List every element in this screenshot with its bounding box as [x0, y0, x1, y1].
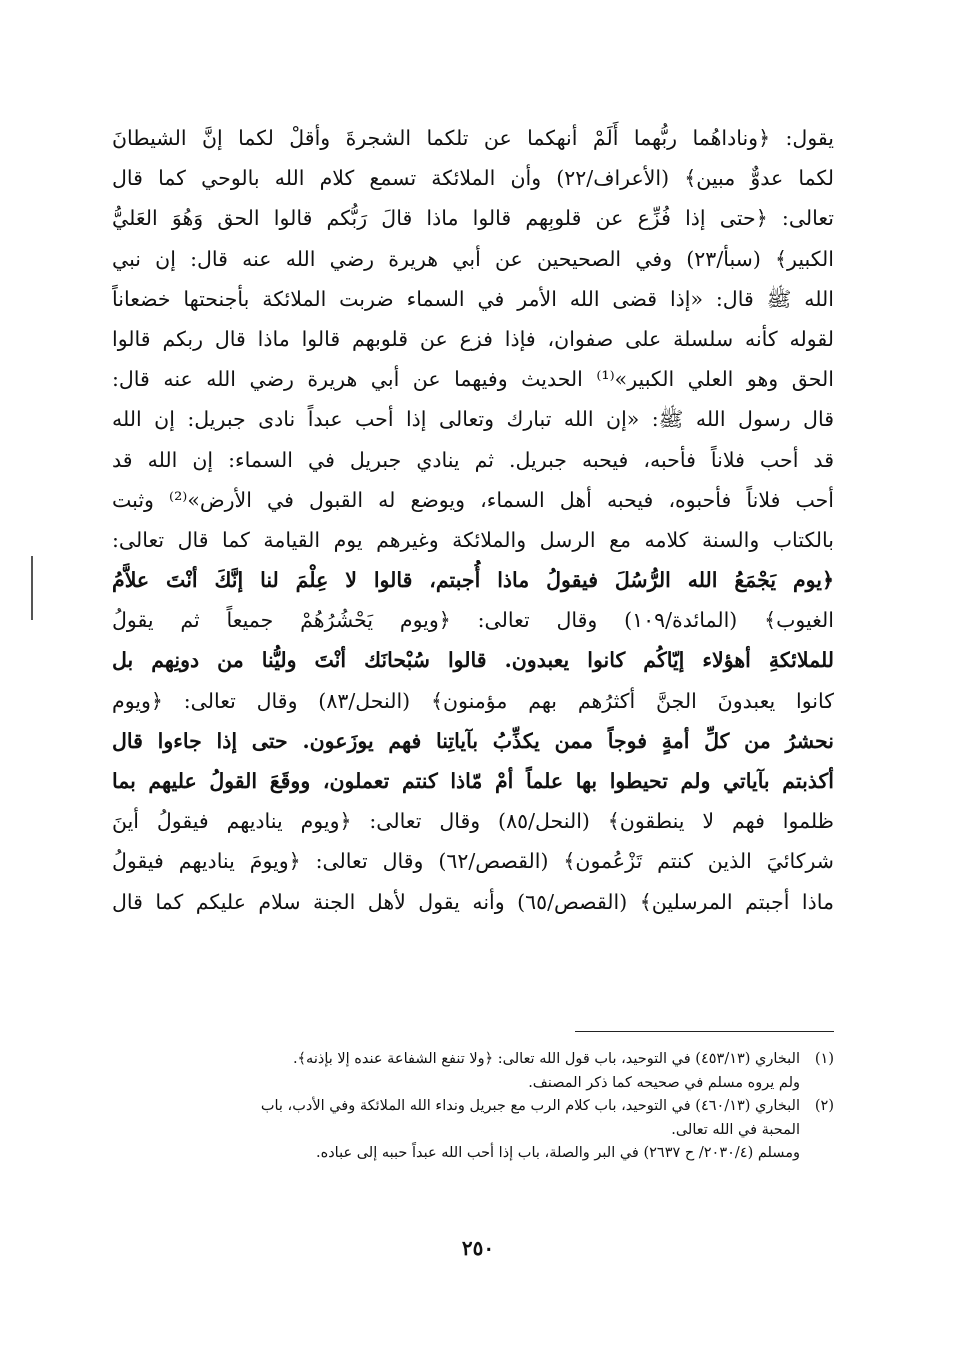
text-line: أكذبتم بآياتي ولم تحيطوا بها علماً أمْ مّاذا كنتم تعملون، ووقَعَ القولُ عليهم بما — [112, 769, 834, 793]
text-line: الحق وهو العلي الكبير»⁽¹⁾ الحديث وفيهما عن أبي هريرة رضي الله عنه قال: — [112, 367, 834, 392]
main-text — [112, 118, 834, 922]
footnote-line — [120, 1119, 834, 1143]
text-line: تعالى: ﴿حتى إذا فُزِّع عن قلوبِهم قالوا ماذا قالَ رَبُّكم قالوا الحق وَهُوَ العَليُّ — [112, 206, 834, 231]
text-line: لقوله كأنه سلسلة على صفوان، فإذا فزع عن قلوبهم قالوا ماذا قال ربكم قالوا — [112, 326, 834, 351]
footnotes — [120, 1048, 834, 1166]
text-line: نحشرُ من كلِّ أمةٍ فوجاً ممن يكذِّبُ بآياتِنا فهم يوزَعون. حتى إذا جاءوا قال — [112, 728, 834, 753]
text-line: لكما عدوٌّ مبين﴾ (الأعراف/٢٢) وأن الملائكة تسمع كلام الله بالوحي كما قال — [112, 166, 834, 191]
footnote-separator — [575, 1031, 834, 1032]
text-line: قال رسول الله ﷺ: «إن الله تبارك وتعالى إذا أحب عبداً نادى جبريل: إن الله — [112, 407, 834, 432]
text-line: شركائيَ الذين كنتم تَزْعُمون﴾ (القصص/٦٢) وقال تعالى: ﴿ويومَ يناديهم فيقولُ — [112, 849, 834, 874]
footnote-text: البخاري (٤٥٣/١٣) في التوحيد، باب قول الله تعالى: ﴿ولا تنفع الشفاعة عنده إلا بإذنه﴾. — [292, 1051, 800, 1067]
text-line: كانوا يعبدونَ الجنَّ أكثرُهم بهم مؤمنون﴾ (النحل/٨٣) وقال تعالى: ﴿ويوم — [112, 688, 834, 713]
footnote-line — [120, 1142, 834, 1166]
text-line: الكبير﴾ (سبأ/٢٣) وفي الصحيحين عن أبي هريرة رضي الله عنه قال: إن نبي — [112, 246, 834, 271]
text-line: يقول: ﴿وناداهُما ربُّهما أَلَمْ أنهكما عن تلكما الشجرةَ وأقلْ لكما إنَّ الشيطانَ — [112, 126, 834, 150]
text-line: بالكتاب والسنة كلامه مع الرسل والملائكة وغيرهم يوم القيامة كما قال تعالى: — [112, 527, 834, 552]
footnote-line — [120, 1095, 834, 1119]
text-line: ماذا أجبتم المرسلين﴾ (القصص/٦٥) وأنه يقول لأهل الجنة سلام عليكم كما قال — [112, 889, 834, 914]
text-line: قد أحب فلاناً فأحبه، فيحبه جبريل. ثم ينادي جبريل في السماء: إن الله قد — [112, 447, 834, 472]
text-line: أحب فلاناً فأحبوه، فيحبه أهل السماء، ويوضع له القبول في الأرض»⁽²⁾ وثبت — [112, 487, 834, 512]
footnote-text: المحبة في الله تعالى. — [671, 1121, 800, 1138]
footnote-text: ومسلم (٢٠٣٠/٤/ ح ٢٦٣٧) في البر والصلة، باب إذا أحب الله عبداً حببه إلى عباده. — [315, 1145, 800, 1161]
footnote-text: البخاري (٤٦٠/١٣) في التوحيد، باب كلام الرب مع جبريل ونداء الله الملائكة وفي الأدب، باب — [260, 1098, 800, 1114]
text-line: ﴿يوم يَجْمَعُ الله الرُّسُلَ فيقولُ ماذا أُجبتم، قالوا لا عِلْمَ لنا إنَّكَ أنْتَ علاَّمُ — [112, 568, 834, 593]
page-number: ٢٥٠ — [461, 1236, 495, 1260]
text-line: الله ﷺ قال: «إذا قضى الله الأمر في السماء ضربت الملائكة بأجنحتها خضعاناً — [112, 286, 834, 311]
footnote-line — [120, 1072, 834, 1096]
text-line: للملائكةِ أهؤلاء إيّاكُم كانوا يعبدون. قالوا سُبْحانَك أنْتَ وليُّنا من دونِهم بل — [112, 648, 834, 673]
footnote-text: ولم يروه مسلم في صحيحه كما ذكر المصنف. — [528, 1074, 800, 1091]
footnote-number: (٢) — [814, 1098, 834, 1114]
margin-mark — [31, 556, 33, 620]
footnote-line — [120, 1048, 834, 1072]
footnote-number: (١) — [814, 1051, 834, 1067]
text-line: الغيوب﴾ (المائدة/١٠٩) وقال تعالى: ﴿ويوم يَحْشُرُهُمْ جميعاً ثم يقولُ — [112, 608, 834, 633]
text-line: ظلموا فهم لا ينطقون﴾ (النحل/٨٥) وقال تعالى: ﴿ويوم يناديهم فيقولُ أينَ — [112, 809, 834, 834]
